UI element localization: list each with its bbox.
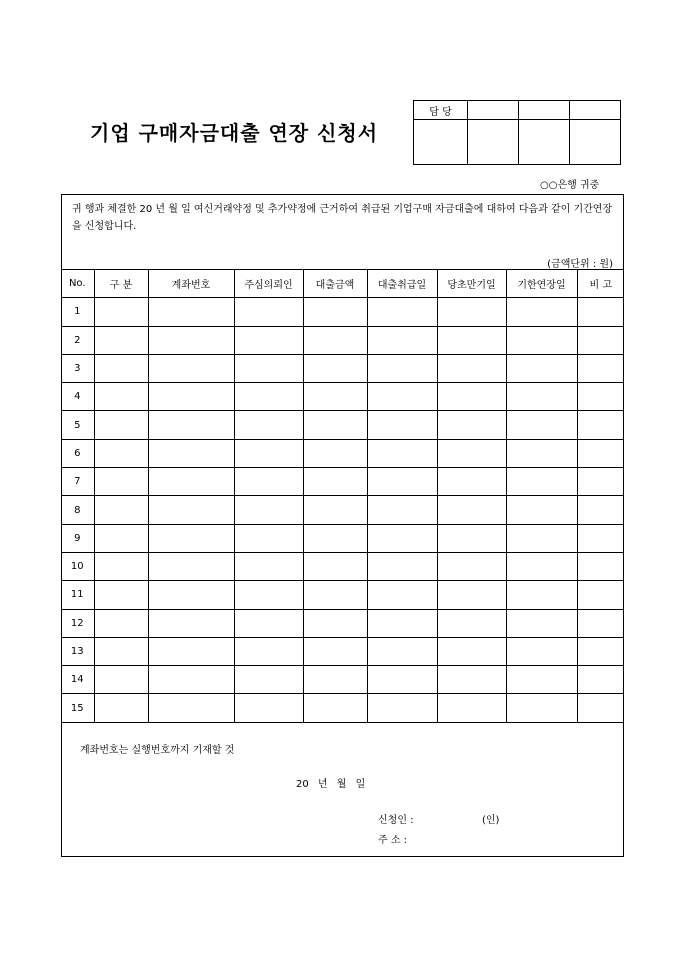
table-cell-input[interactable] — [234, 468, 303, 496]
table-cell-input[interactable] — [234, 298, 303, 326]
table-cell-input[interactable] — [506, 581, 577, 609]
table-cell-input[interactable] — [506, 496, 577, 524]
table-cell-input[interactable] — [148, 552, 234, 580]
table-cell-input[interactable] — [303, 496, 367, 524]
table-cell-input[interactable] — [367, 496, 437, 524]
table-cell-input[interactable] — [234, 496, 303, 524]
application-date: 20 년 월 일 — [296, 779, 366, 790]
table-cell-input[interactable] — [577, 694, 624, 722]
table-cell-input[interactable] — [94, 552, 148, 580]
row-number: 3 — [61, 354, 94, 382]
row-number: 12 — [61, 609, 94, 637]
table-cell-input[interactable] — [437, 298, 506, 326]
table-row — [61, 354, 624, 382]
table-cell-input[interactable] — [577, 666, 624, 694]
table-header-row — [61, 270, 624, 298]
table-cell-input[interactable] — [367, 694, 437, 722]
table-cell-input[interactable] — [506, 439, 577, 467]
table-cell-input[interactable] — [437, 524, 506, 552]
row-number: 4 — [61, 383, 94, 411]
table-cell-input[interactable] — [437, 411, 506, 439]
table-cell-input[interactable] — [94, 524, 148, 552]
table-cell-input[interactable] — [148, 326, 234, 354]
row-number: 7 — [61, 468, 94, 496]
table-cell-input[interactable] — [506, 383, 577, 411]
table-cell-input[interactable] — [303, 666, 367, 694]
table-cell-input[interactable] — [234, 666, 303, 694]
table-cell-input[interactable] — [437, 496, 506, 524]
table-cell-input[interactable] — [234, 609, 303, 637]
table-row — [61, 468, 624, 496]
table-cell-input[interactable] — [148, 468, 234, 496]
table-cell-input[interactable] — [303, 439, 367, 467]
table-cell-input[interactable] — [506, 666, 577, 694]
approval-signature-cell[interactable] — [414, 120, 468, 165]
approval-header-label: 담 당 — [414, 101, 468, 120]
table-cell-input[interactable] — [94, 298, 148, 326]
table-cell-input[interactable] — [148, 496, 234, 524]
table-cell-input[interactable] — [94, 581, 148, 609]
table-cell-input[interactable] — [367, 609, 437, 637]
table-cell-input[interactable] — [234, 524, 303, 552]
table-cell-input[interactable] — [94, 468, 148, 496]
table-cell-input[interactable] — [577, 581, 624, 609]
table-cell-input[interactable] — [577, 552, 624, 580]
row-number: 2 — [61, 326, 94, 354]
table-cell-input[interactable] — [506, 354, 577, 382]
table-cell-input[interactable] — [437, 694, 506, 722]
table-row — [61, 694, 624, 722]
table-cell-input[interactable] — [148, 581, 234, 609]
table-cell-input[interactable] — [506, 552, 577, 580]
loan-table — [61, 269, 624, 723]
table-cell-input[interactable] — [234, 411, 303, 439]
table-cell-input[interactable] — [367, 326, 437, 354]
address-label: 주 소 : — [378, 835, 408, 846]
table-cell-input[interactable] — [506, 326, 577, 354]
approval-slot — [519, 101, 570, 120]
approval-signature-cell[interactable] — [519, 120, 570, 165]
table-cell-input[interactable] — [437, 637, 506, 665]
intro-text: 귀 행과 체결한 20 년 월 일 여신거래약정 및 추가약정에 근거하여 취급된 기업구매 자금대출에 대하여 다음과 같이 기간연장을 신청합니다. — [72, 204, 613, 232]
row-number: 1 — [61, 298, 94, 326]
table-cell-input[interactable] — [437, 354, 506, 382]
table-row — [61, 524, 624, 552]
table-row — [61, 637, 624, 665]
table-cell-input[interactable] — [148, 298, 234, 326]
table-cell-input[interactable] — [367, 637, 437, 665]
table-cell-input[interactable] — [577, 298, 624, 326]
table-cell-input[interactable] — [303, 609, 367, 637]
table-cell-input[interactable] — [577, 326, 624, 354]
row-number: 15 — [61, 694, 94, 722]
table-row — [61, 383, 624, 411]
row-number: 11 — [61, 581, 94, 609]
row-number: 14 — [61, 666, 94, 694]
column-header-amount: 대출금액 — [303, 270, 367, 298]
table-cell-input[interactable] — [367, 666, 437, 694]
account-note: 계좌번호는 실행번호까지 기재할 것 — [80, 745, 235, 756]
table-cell-input[interactable] — [148, 666, 234, 694]
recipient-bank: ○○은행 귀중 — [540, 180, 600, 191]
table-cell-input[interactable] — [234, 439, 303, 467]
table-cell-input[interactable] — [367, 411, 437, 439]
table-cell-input[interactable] — [234, 383, 303, 411]
table-cell-input[interactable] — [367, 298, 437, 326]
table-row — [61, 298, 624, 326]
table-cell-input[interactable] — [94, 637, 148, 665]
approval-slot — [570, 101, 621, 120]
row-number: 8 — [61, 496, 94, 524]
table-cell-input[interactable] — [303, 354, 367, 382]
table-cell-input[interactable] — [303, 581, 367, 609]
table-cell-input[interactable] — [148, 354, 234, 382]
amount-unit: (금액단위 : 원) — [547, 259, 613, 270]
column-header-remarks: 비 고 — [577, 270, 624, 298]
table-row — [61, 552, 624, 580]
approval-signature-cell[interactable] — [468, 120, 519, 165]
table-cell-input[interactable] — [367, 581, 437, 609]
table-cell-input[interactable] — [234, 637, 303, 665]
approval-slot — [468, 101, 519, 120]
table-cell-input[interactable] — [303, 468, 367, 496]
table-cell-input[interactable] — [506, 524, 577, 552]
table-cell-input[interactable] — [94, 383, 148, 411]
table-cell-input[interactable] — [367, 354, 437, 382]
table-cell-input[interactable] — [234, 552, 303, 580]
table-cell-input[interactable] — [94, 694, 148, 722]
table-cell-input[interactable] — [367, 383, 437, 411]
table-cell-input[interactable] — [437, 326, 506, 354]
column-header-no: No. — [61, 270, 94, 298]
table-cell-input[interactable] — [148, 439, 234, 467]
table-cell-input[interactable] — [94, 666, 148, 694]
table-cell-input[interactable] — [506, 298, 577, 326]
table-cell-input[interactable] — [577, 439, 624, 467]
table-cell-input[interactable] — [94, 609, 148, 637]
table-cell-input[interactable] — [437, 609, 506, 637]
table-cell-input[interactable] — [367, 524, 437, 552]
table-cell-input[interactable] — [437, 581, 506, 609]
table-cell-input[interactable] — [148, 524, 234, 552]
table-cell-input[interactable] — [506, 637, 577, 665]
table-row — [61, 439, 624, 467]
table-cell-input[interactable] — [437, 552, 506, 580]
table-cell-input[interactable] — [367, 552, 437, 580]
column-header-category: 구 분 — [94, 270, 148, 298]
table-cell-input[interactable] — [94, 439, 148, 467]
table-cell-input[interactable] — [303, 383, 367, 411]
row-number: 13 — [61, 637, 94, 665]
table-cell-input[interactable] — [506, 411, 577, 439]
table-cell-input[interactable] — [367, 468, 437, 496]
column-header-account: 계좌번호 — [148, 270, 234, 298]
table-cell-input[interactable] — [303, 552, 367, 580]
column-header-client: 주심의뢰인 — [234, 270, 303, 298]
table-cell-input[interactable] — [577, 609, 624, 637]
row-number: 5 — [61, 411, 94, 439]
applicant-label: 신청인 : — [378, 815, 414, 826]
table-cell-input[interactable] — [577, 354, 624, 382]
applicant-line — [378, 811, 500, 826]
table-cell-input[interactable] — [148, 609, 234, 637]
table-cell-input[interactable] — [577, 383, 624, 411]
row-number: 9 — [61, 524, 94, 552]
table-cell-input[interactable] — [303, 326, 367, 354]
table-row — [61, 411, 624, 439]
seal-mark: (인) — [482, 815, 500, 826]
table-cell-input[interactable] — [303, 694, 367, 722]
table-cell-input[interactable] — [148, 637, 234, 665]
table-cell-input[interactable] — [577, 637, 624, 665]
table-cell-input[interactable] — [303, 637, 367, 665]
table-cell-input[interactable] — [577, 411, 624, 439]
column-header-extended-date: 기한연장일 — [506, 270, 577, 298]
table-cell-input[interactable] — [234, 694, 303, 722]
address-line — [378, 831, 407, 846]
row-number: 6 — [61, 439, 94, 467]
table-cell-input[interactable] — [148, 411, 234, 439]
table-cell-input[interactable] — [506, 468, 577, 496]
table-cell-input[interactable] — [367, 439, 437, 467]
table-row — [61, 581, 624, 609]
table-cell-input[interactable] — [234, 326, 303, 354]
table-cell-input[interactable] — [437, 439, 506, 467]
table-cell-input[interactable] — [577, 468, 624, 496]
table-cell-input[interactable] — [303, 411, 367, 439]
column-header-original-maturity: 당초만기일 — [437, 270, 506, 298]
table-cell-input[interactable] — [148, 383, 234, 411]
approval-signature-cell[interactable] — [570, 120, 621, 165]
table-row — [61, 666, 624, 694]
row-number: 10 — [61, 552, 94, 580]
table-cell-input[interactable] — [303, 524, 367, 552]
column-header-loan-date: 대출취급일 — [367, 270, 437, 298]
table-cell-input[interactable] — [303, 298, 367, 326]
table-cell-input[interactable] — [234, 354, 303, 382]
table-cell-input[interactable] — [577, 524, 624, 552]
page-title: 기업 구매자금대출 연장 신청서 — [90, 121, 379, 145]
form-frame — [61, 194, 624, 857]
table-cell-input[interactable] — [94, 354, 148, 382]
approval-box — [413, 100, 621, 165]
table-cell-input[interactable] — [148, 694, 234, 722]
table-cell-input[interactable] — [234, 581, 303, 609]
table-cell-input[interactable] — [94, 411, 148, 439]
table-cell-input[interactable] — [437, 383, 506, 411]
table-cell-input[interactable] — [437, 666, 506, 694]
table-row — [61, 496, 624, 524]
table-row — [61, 609, 624, 637]
table-cell-input[interactable] — [437, 468, 506, 496]
table-cell-input[interactable] — [94, 496, 148, 524]
table-cell-input[interactable] — [577, 496, 624, 524]
table-cell-input[interactable] — [506, 694, 577, 722]
table-cell-input[interactable] — [506, 609, 577, 637]
table-row — [61, 326, 624, 354]
table-cell-input[interactable] — [94, 326, 148, 354]
